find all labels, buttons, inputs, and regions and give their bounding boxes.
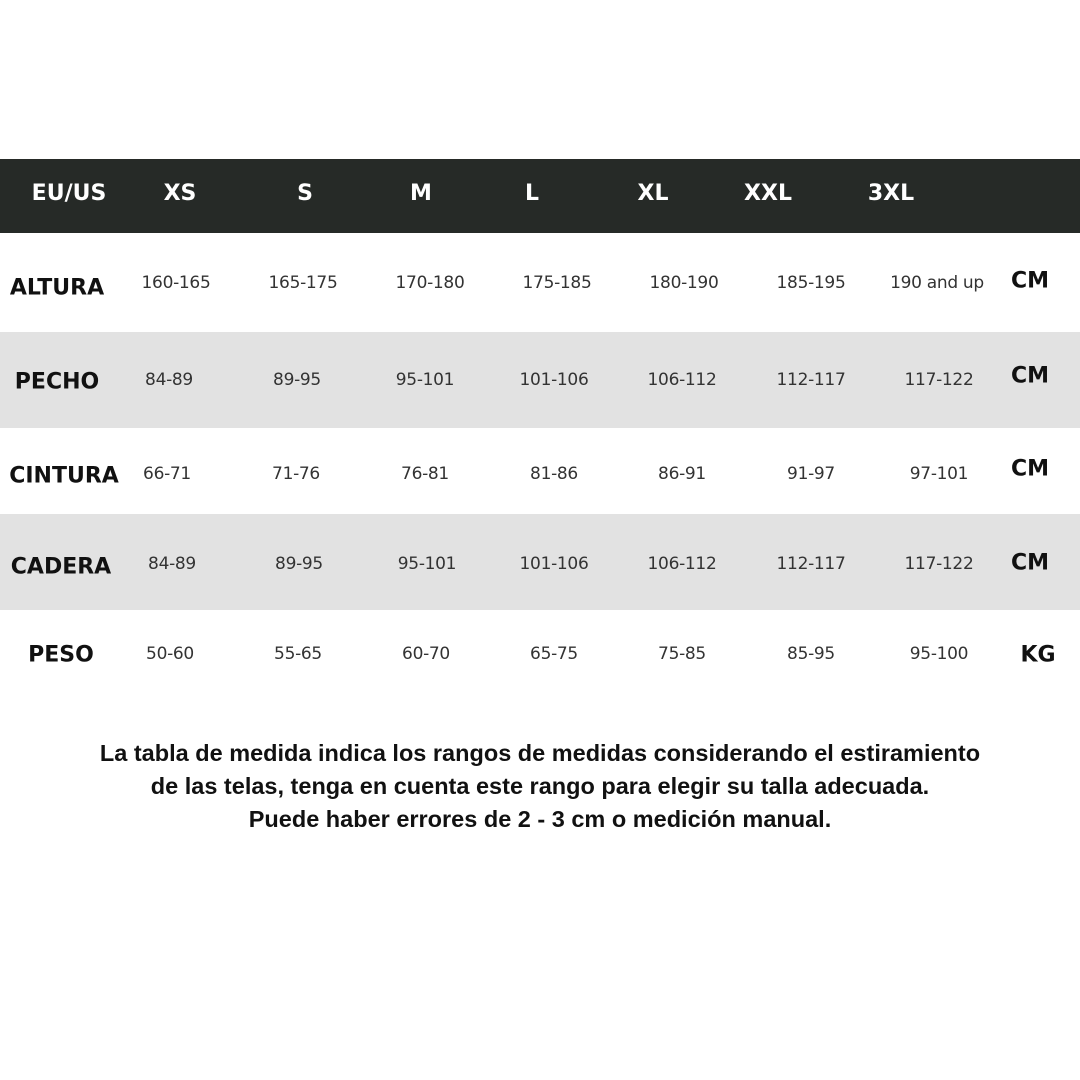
table-cell: 101-106 [519,370,589,390]
row-label: ALTURA [9,275,105,301]
table-row-peso [0,610,1080,700]
table-cell: 84-89 [145,370,193,390]
size-header-3xl: 3XL [867,181,915,206]
row-label: PESO [28,642,94,668]
table-cell: 112-117 [776,370,846,390]
row-unit: CM [1010,550,1050,576]
table-cell: 85-95 [787,644,835,664]
row-unit: KG [1020,642,1056,668]
size-header-xl: XL [637,181,669,206]
table-cell: 60-70 [402,644,450,664]
table-cell: 55-65 [274,644,322,664]
table-cell: 175-185 [522,273,592,293]
table-cell: 84-89 [148,554,196,574]
table-cell: 95-101 [395,370,455,390]
row-unit: CM [1010,363,1050,389]
table-cell: 185-195 [776,273,846,293]
note-line-3: Puede haber errores de 2 - 3 cm o medición manual. [248,806,832,832]
table-cell: 97-101 [909,464,969,484]
table-cell: 117-122 [904,370,974,390]
size-header-m: M [410,181,432,206]
table-cell: 112-117 [776,554,846,574]
table-row-altura [0,233,1080,332]
table-cell: 101-106 [519,554,589,574]
size-header-bar [0,159,1080,233]
table-cell: 65-75 [530,644,578,664]
table-row-cintura [0,428,1080,514]
table-cell: 71-76 [272,464,320,484]
table-cell: 190 and up [890,273,984,293]
table-cell: 106-112 [647,554,717,574]
table-cell: 81-86 [530,464,578,484]
table-cell: 50-60 [146,644,194,664]
table-cell: 95-101 [397,554,457,574]
row-unit: CM [1010,456,1050,482]
table-cell: 106-112 [647,370,717,390]
table-cell: 89-95 [275,554,323,574]
size-header-l: L [524,181,540,206]
size-header-s: S [297,181,313,206]
table-row-cadera [0,514,1080,610]
note-line-2: de las telas, tenga en cuenta este rango para elegir su talla adecuada. [150,773,930,799]
table-cell: 89-95 [273,370,321,390]
size-header-xxl: XXL [744,181,792,206]
table-cell: 75-85 [658,644,706,664]
table-cell: 170-180 [395,273,465,293]
table-cell: 76-81 [401,464,449,484]
size-guide-note [0,737,1080,836]
table-cell: 117-122 [904,554,974,574]
size-header-xs: XS [163,181,197,206]
table-row-pecho [0,332,1080,428]
row-unit: CM [1010,268,1050,294]
row-label: CINTURA [9,463,119,489]
table-cell: 86-91 [658,464,706,484]
note-line-1: La tabla de medida indica los rangos de medidas considerando el estiramiento [99,740,981,766]
size-system-header: EU/US [31,181,107,206]
table-cell: 180-190 [649,273,719,293]
table-cell: 95-100 [909,644,969,664]
table-cell: 66-71 [143,464,191,484]
row-label: CADERA [10,554,112,580]
table-cell: 91-97 [787,464,835,484]
table-cell: 160-165 [141,273,211,293]
table-cell: 165-175 [268,273,338,293]
row-label: PECHO [14,369,100,395]
